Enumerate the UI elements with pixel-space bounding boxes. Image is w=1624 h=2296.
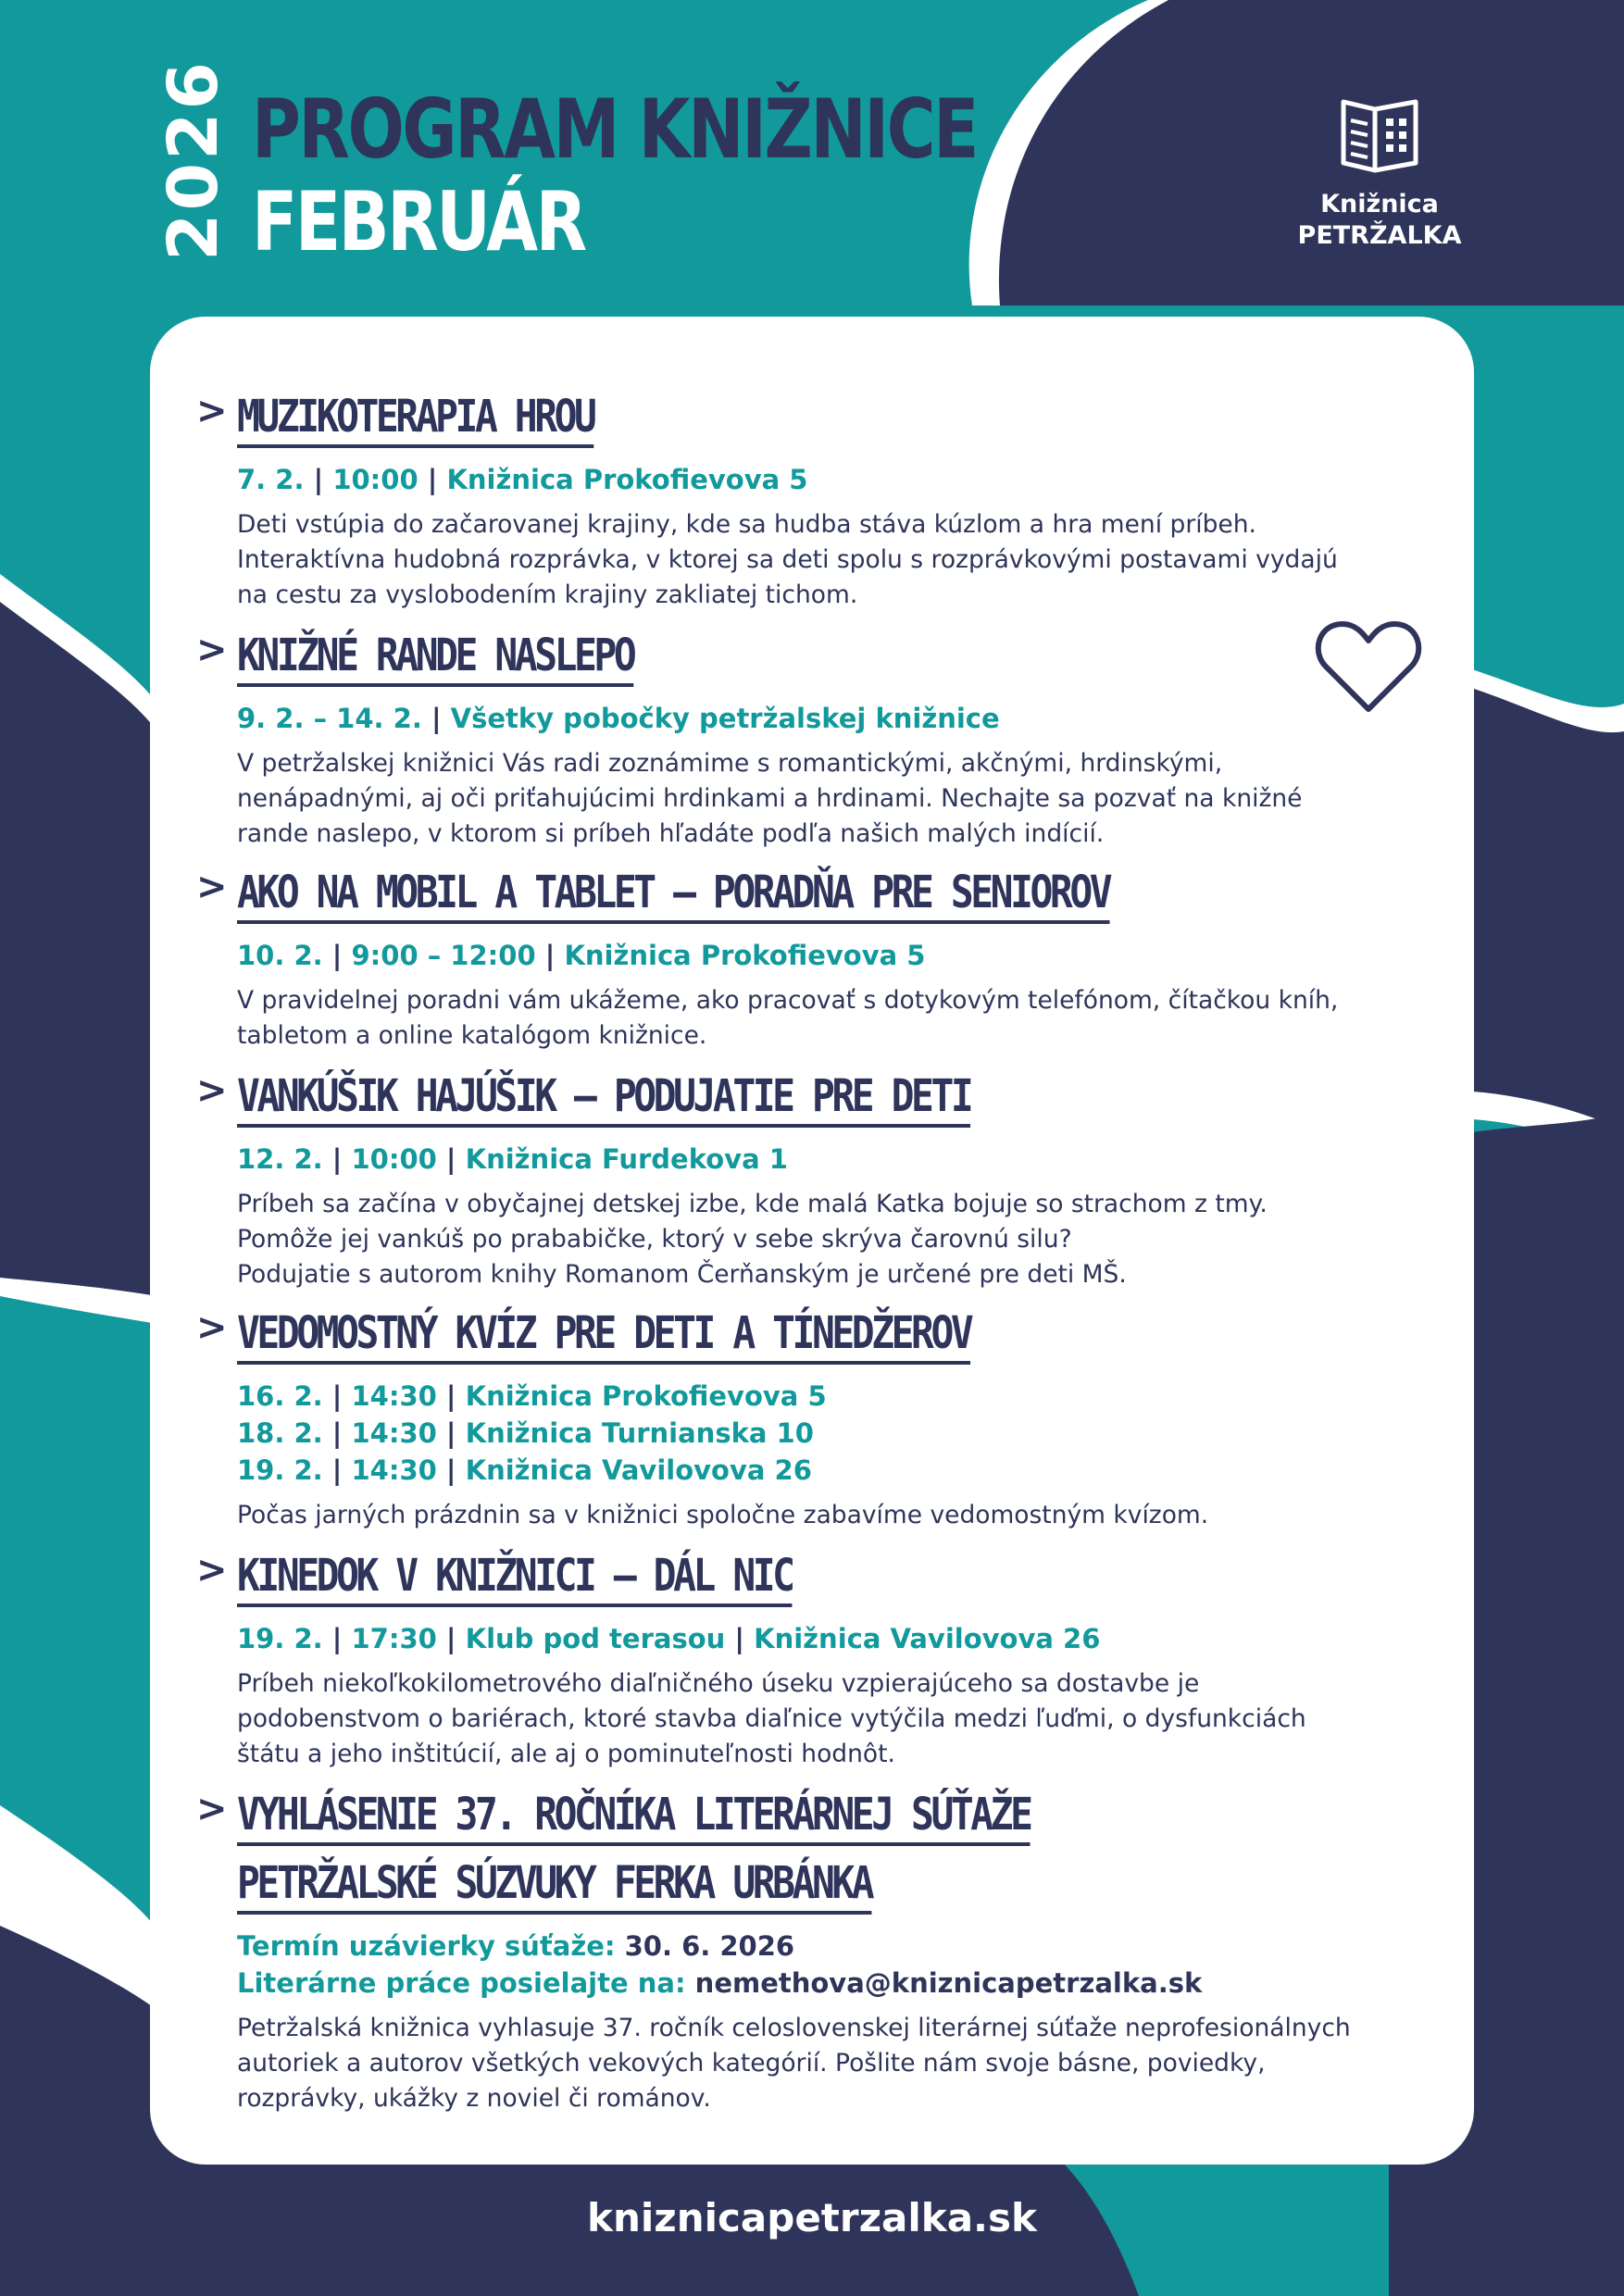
event-vankusik [0, 1068, 1472, 1292]
deadline-value: 30. 6. 2026 [624, 1930, 795, 1962]
event-title: MUZIKOTERAPIA HROU [237, 389, 593, 448]
chevron-right-icon: > [196, 629, 228, 671]
event-date: 18. 2. [237, 1417, 323, 1449]
event-time: 14:30 [351, 1417, 437, 1449]
description-line: nenápadnými, aj oči priťahujúcimi hrdinkami a hrdinami. Nechajte sa pozvať na knižné [237, 784, 1303, 813]
description-line: V petržalskej knižnici Vás radi zoznámime s romantickými, akčnými, hrdinskými, [237, 749, 1223, 778]
event-place-2: Knižnica Vavilovova 26 [754, 1623, 1101, 1654]
event-date: 16. 2. [237, 1380, 323, 1412]
chevron-right-icon: > [196, 1069, 228, 1112]
event-place: Knižnica Prokofievova 5 [465, 1380, 827, 1412]
chevron-right-icon: > [196, 1788, 228, 1830]
logo-text-line1: Knižnica [1320, 190, 1439, 218]
event-description [0, 1498, 1472, 1533]
event-muzikoterapia [0, 389, 1472, 613]
event-place: Knižnica Furdekova 1 [465, 1143, 788, 1175]
event-date: 9. 2. – 14. 2. [237, 703, 422, 734]
event-date: 19. 2. [237, 1454, 323, 1486]
event-literarna-sutaz [0, 1787, 1472, 2116]
event-time: 14:30 [351, 1380, 437, 1412]
event-title: KNIŽNÉ RANDE NASLEPO [237, 628, 633, 687]
logo-text-line2: PETRŽALKA [1297, 221, 1462, 250]
chevron-right-icon: > [196, 1306, 228, 1349]
event-description [0, 1666, 1472, 1772]
event-time: 10:00 [351, 1143, 437, 1175]
open-book-building-icon [1338, 93, 1421, 176]
event-date: 10. 2. [237, 940, 323, 971]
description-line: štátu a jeho inštitúcií, ale aj o pominuteľnosti hodnôt. [237, 1740, 895, 1768]
description-line: Deti vstúpia do začarovanej krajiny, kde sa hudba stáva kúzlom a hra mení príbeh. [237, 510, 1256, 539]
event-title: AKO NA MOBIL A TABLET – PORADŇA PRE SENIOROV [237, 865, 1109, 924]
event-place: Klub pod terasou [465, 1623, 726, 1654]
year-label: 2026 [154, 59, 233, 261]
description-line: rande naslepo, v ktorom si príbeh hľadáte podľa našich malých indícií. [237, 819, 1105, 848]
description-line: tabletom a online katalógom knižnice. [237, 1021, 707, 1050]
description-line: Pomôže jej vankúš po prababičke, ktorý v sebe skrýva čarovnú silu? [237, 1225, 1072, 1254]
event-title: VANKÚŠIK HAJÚŠIK – PODUJATIE PRE DETI [237, 1068, 970, 1128]
event-title-line2: PETRŽALSKÉ SÚZVUKY FERKA URBÁNKA [237, 1855, 871, 1915]
event-time: 17:30 [351, 1623, 437, 1654]
event-meta: 7. 2. | 10:00 | Knižnica Prokofievova 5 [237, 464, 808, 495]
event-vedomostny-kviz [0, 1305, 1472, 1533]
event-description [0, 983, 1472, 1054]
email-link[interactable]: nemethova@kniznicapetrzalka.sk [694, 1967, 1203, 1999]
event-date: 12. 2. [237, 1143, 323, 1175]
event-kniznе-rande [0, 628, 1472, 852]
deadline-line [237, 1928, 1472, 1965]
description-line: Podujatie s autorom knihy Romanom Čerňanským je určené pre deti MŠ. [237, 1260, 1127, 1289]
event-time: 9:00 – 12:00 [351, 940, 536, 971]
description-line: V pravidelnej poradni vám ukážeme, ako pracovať s dotykovým telefónom, čítačkou kníh, [237, 986, 1339, 1015]
description-line: autoriek a autorov všetkých vekových kategórií. Pošlite nám svoje básne, poviedky, [237, 2049, 1266, 2078]
event-description [0, 746, 1472, 852]
event-place: Knižnica Prokofievova 5 [446, 464, 808, 495]
event-meta: 9. 2. – 14. 2. | Všetky pobočky petržalskej knižnice [237, 703, 1000, 734]
description-line: Počas jarných prázdnin sa v knižnici spoločne zabavíme vedomostným kvízom. [237, 1501, 1209, 1529]
send-label: Literárne práce posielajte na: [237, 1967, 686, 1999]
event-meta: 19. 2. | 17:30 | Klub pod terasou | Knižnica Vavilovova 26 [237, 1623, 1101, 1654]
event-description [0, 1187, 1472, 1292]
chevron-right-icon: > [196, 1549, 228, 1591]
description-line: na cestu za vyslobodením krajiny zakliatej tichom. [237, 580, 858, 609]
event-session: 19. 2. | 14:30 | Knižnica Vavilovova 26 [237, 1454, 812, 1486]
event-mobil-tablet [0, 865, 1472, 1054]
event-time: 14:30 [351, 1454, 437, 1486]
event-kinedok [0, 1548, 1472, 1772]
month-title: FEBRUÁR [252, 174, 585, 269]
event-description [0, 2011, 1472, 2116]
description-line: Príbeh sa začína v obyčajnej detskej izbe, kde malá Katka bojuje so strachom z tmy. [237, 1190, 1268, 1218]
event-date: 7. 2. [237, 464, 305, 495]
event-description [0, 507, 1472, 613]
description-line: Petržalská knižnica vyhlasuje 37. ročník celoslovenskej literárnej súťaže neprofesionálnych [237, 2014, 1351, 2042]
event-title-line1: VYHLÁSENIE 37. ROČNÍKA LITERÁRNEJ SÚŤAŽE [237, 1787, 1031, 1846]
description-line: podobenstvom o bariérach, ktoré stavba diaľnice vytýčila medzi ľuďmi, o dysfunkciách [237, 1704, 1306, 1733]
event-session: 18. 2. | 14:30 | Knižnica Turnianska 10 [237, 1417, 814, 1449]
chevron-right-icon: > [196, 866, 228, 908]
event-place: Všetky pobočky petržalskej knižnice [450, 703, 1000, 734]
event-title: VEDOMOSTNÝ KVÍZ PRE DETI A TÍNEDŽEROV [237, 1305, 970, 1365]
description-line: Príbeh niekoľkokilometrového diaľničného úseku vzpierajúceho sa dostavbe je [237, 1669, 1200, 1698]
description-line: Interaktívna hudobná rozprávka, v ktorej sa deti spolu s rozprávkovými postavami vydajú [237, 545, 1338, 574]
event-meta: 10. 2. | 9:00 – 12:00 | Knižnica Prokofievova 5 [237, 940, 926, 971]
send-line [237, 1965, 1472, 2002]
event-place: Knižnica Turnianska 10 [465, 1417, 814, 1449]
event-place: Knižnica Prokofievova 5 [564, 940, 926, 971]
chevron-right-icon: > [196, 390, 228, 432]
event-date: 19. 2. [237, 1623, 323, 1654]
event-title: KINEDOK V KNIŽNICI – DÁL NIC [237, 1548, 793, 1607]
event-place: Knižnica Vavilovova 26 [465, 1454, 812, 1486]
library-logo [1287, 93, 1472, 252]
event-meta: 12. 2. | 10:00 | Knižnica Furdekova 1 [237, 1143, 788, 1175]
deadline-label: Termín uzávierky súťaže: [237, 1930, 616, 1962]
description-line: rozprávky, ukážky z noviel či románov. [237, 2084, 711, 2113]
website-link[interactable]: kniznicapetrzalka.sk [587, 2195, 1037, 2240]
program-title: PROGRAM KNIŽNICE [252, 81, 977, 177]
event-session: 16. 2. | 14:30 | Knižnica Prokofievova 5 [237, 1380, 827, 1412]
event-time: 10:00 [332, 464, 418, 495]
